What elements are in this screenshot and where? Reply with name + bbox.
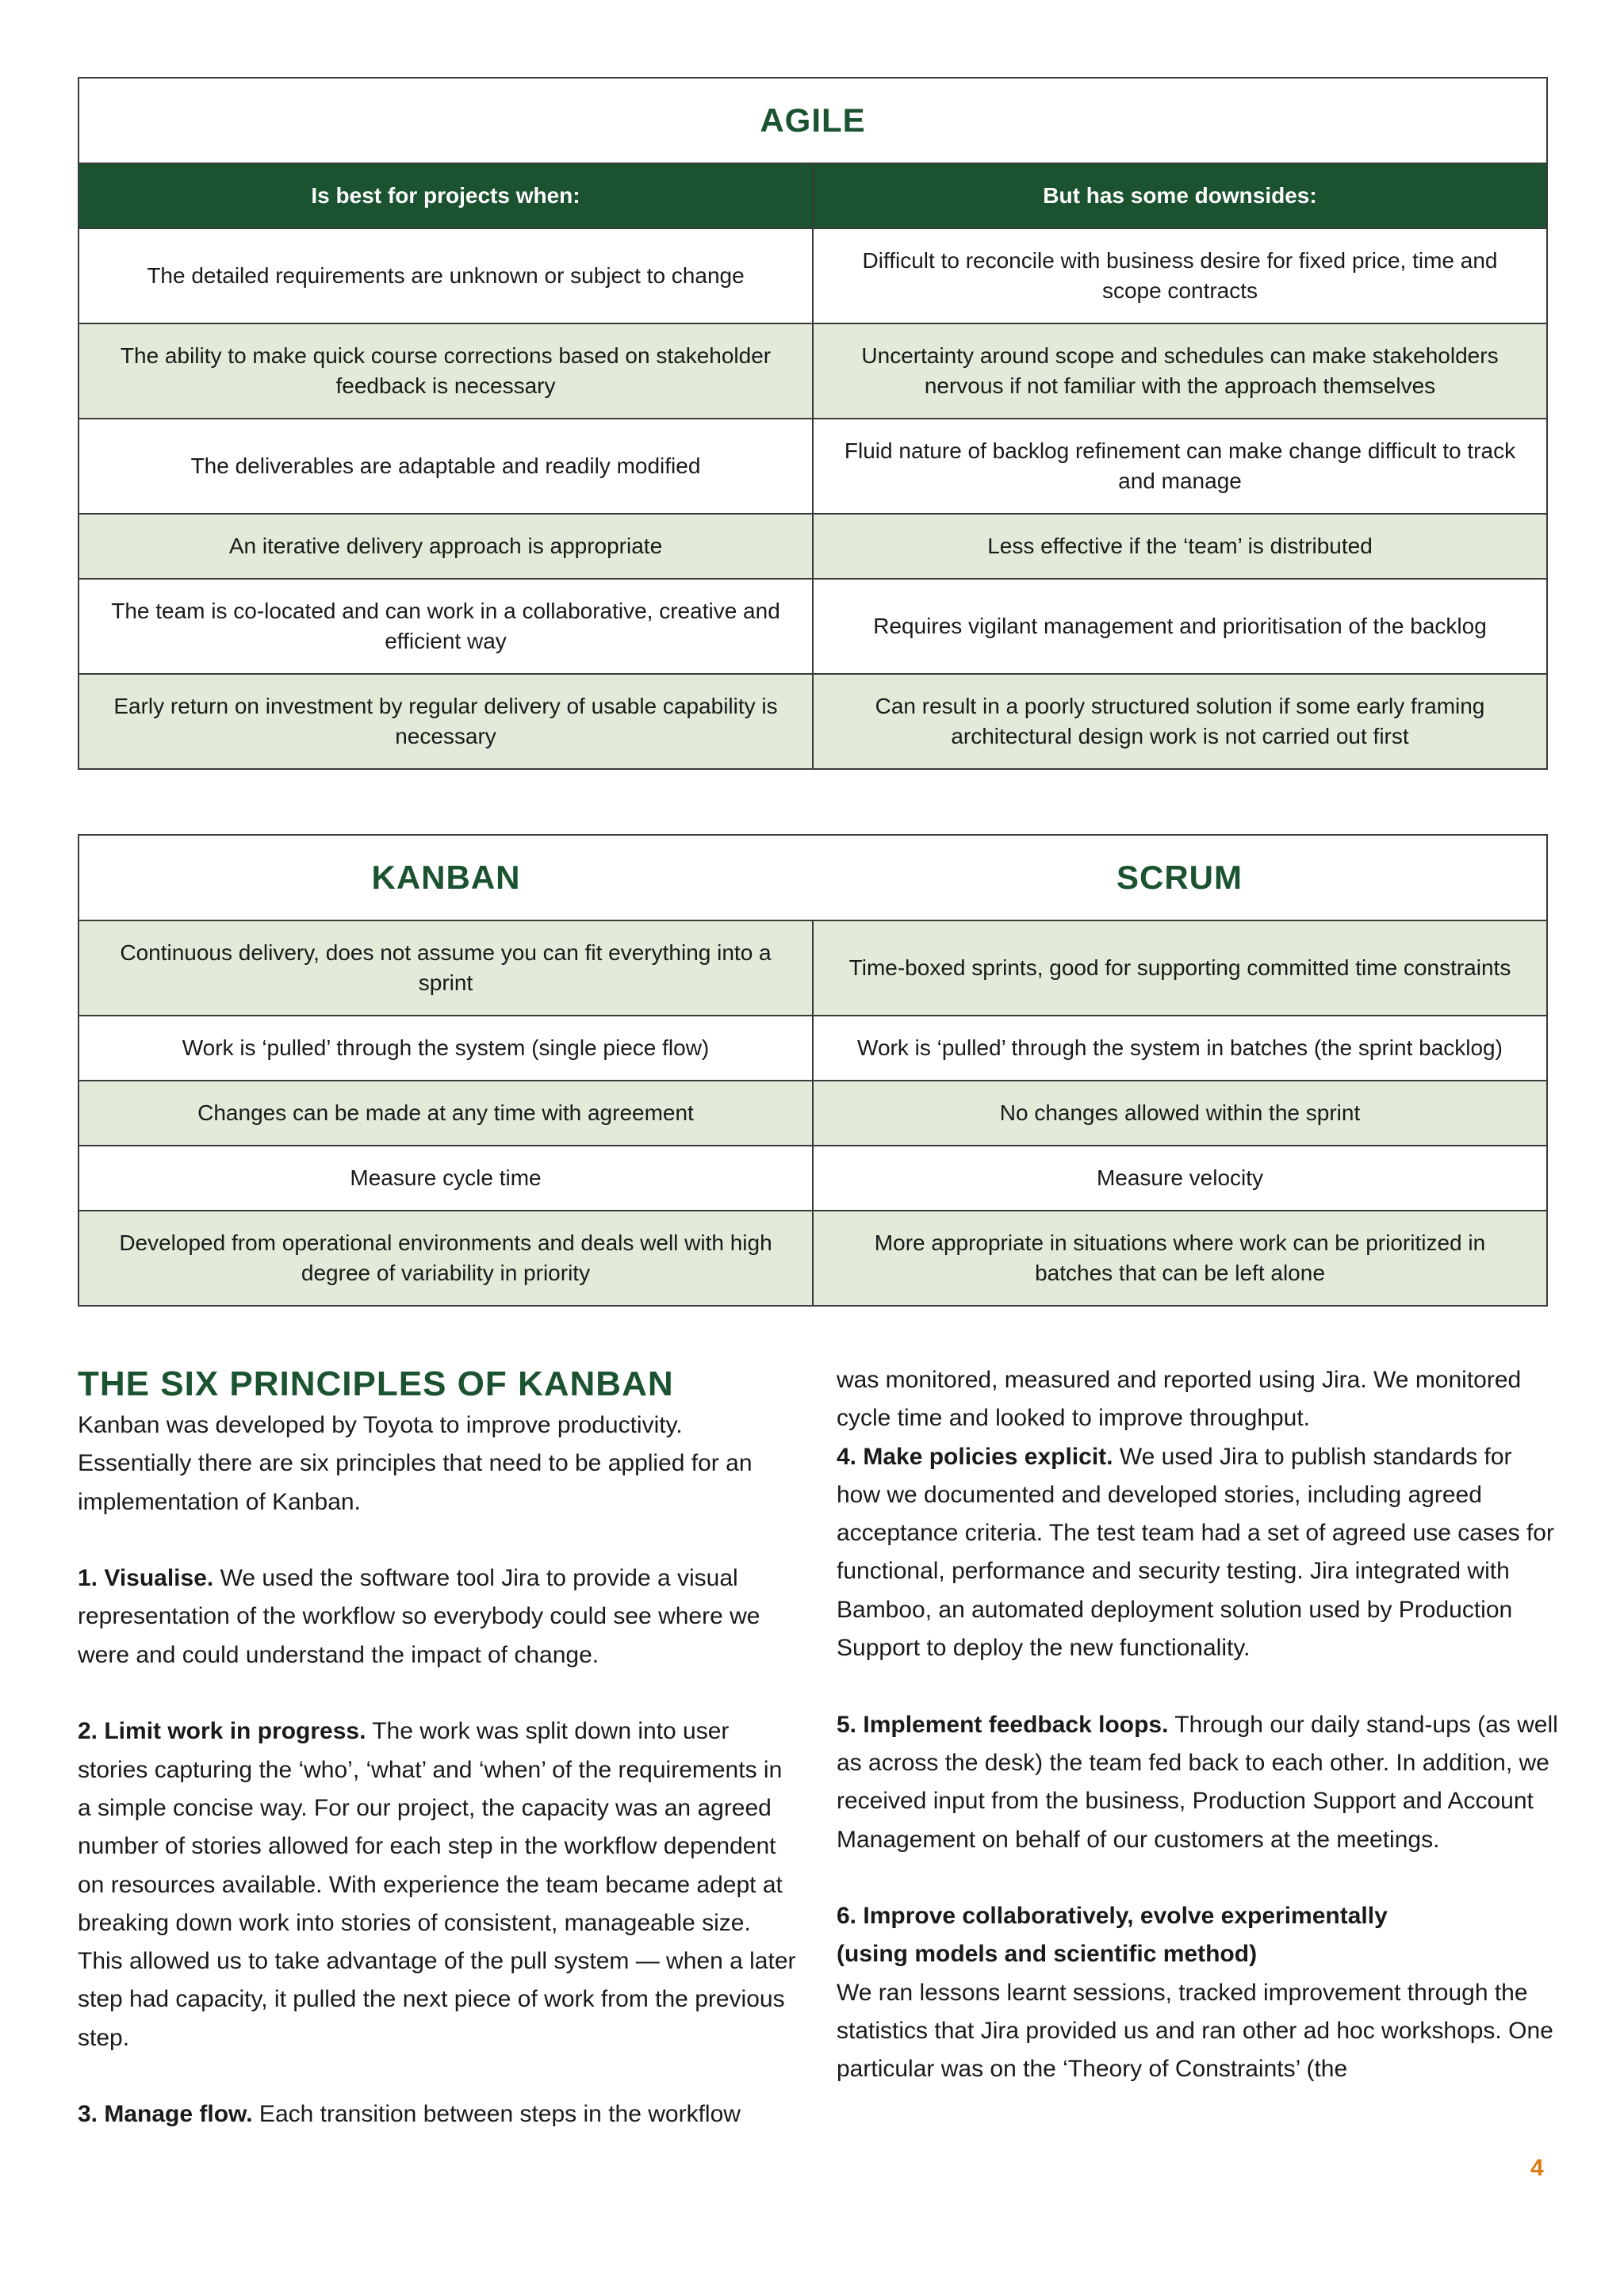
agile-cell: Early return on investment by regular delivery of usable capability is necessary — [79, 674, 813, 769]
agile-cell: An iterative delivery approach is appropriate — [79, 514, 813, 579]
table-row — [79, 514, 1547, 579]
agile-cell: The team is co-located and can work in a collaborative, creative and efficient way — [79, 579, 813, 674]
agile-cell: Fluid nature of backlog refinement can make change difficult to track and manage — [813, 419, 1547, 514]
agile-cell: Uncertainty around scope and schedules can make stakeholders nervous if not familiar with the approach themselves — [813, 323, 1547, 419]
page-number: 4 — [1530, 2155, 1544, 2181]
scrum-cell: Measure velocity — [813, 1146, 1547, 1211]
kanban-cell: Developed from operational environments and deals well with high degree of variability in priority — [79, 1211, 813, 1306]
principle-1 — [78, 1559, 799, 1674]
principle-5-text: Through our daily stand-ups (as well as across the desk) the team fed back to each other. In addition, we received input from the business, Production Support and Account Management on behalf of our customers at the meetings. — [837, 1711, 1558, 1853]
principle-1-lead: 1. Visualise. — [78, 1565, 214, 1592]
intro-paragraph: Kanban was developed by Toyota to improve productivity. Essentially there are six principles that need to be applied for an implementation of Kanban. — [78, 1412, 753, 1515]
agile-title: AGILE — [79, 78, 1547, 163]
scrum-title: SCRUM — [813, 835, 1547, 920]
principle-3-lead: 3. Manage flow. — [78, 2101, 253, 2128]
principle-6-lead-2 — [837, 1935, 1558, 1973]
agile-cell: The ability to make quick course corrections based on stakeholder feedback is necessary — [79, 323, 813, 419]
principle-1-text: We used the software tool Jira to provide a visual representation of the workflow so everybody could see where we were and could understand the impact of change. — [78, 1565, 760, 1668]
principle-2-text: The work was split down into user stories capturing the ‘who’, ‘what’ and ‘when’ of the requirements in a simple concise way. For our project, the capacity was an agreed number of stories allowed for each step in the workflow dependent on resources available. With experience the team became adept at breaking down work into stories of consistent, manageable size. This allowed us to take advantage of the pull system — when a later step had capacity, it pulled the next piece of work from the previous step. — [78, 1718, 796, 2051]
table-row — [79, 419, 1547, 514]
kanban-cell: Work is ‘pulled’ through the system (single piece flow) — [79, 1016, 813, 1081]
section-heading: THE SIX PRINCIPLES OF KANBAN — [78, 1364, 674, 1403]
agile-cell: Difficult to reconcile with business desire for fixed price, time and scope contracts — [813, 228, 1547, 323]
scrum-cell: More appropriate in situations where work can be prioritized in batches that can be left alone — [813, 1211, 1547, 1306]
agile-cell: Can result in a poorly structured solution if some early framing architectural design work is not carried out first — [813, 674, 1547, 769]
scrum-cell: No changes allowed within the sprint — [813, 1081, 1547, 1146]
principle-6-text: We ran lessons learnt sessions, tracked improvement through the statistics that Jira provided us and ran other ad hoc workshops. One particular was on the ‘Theory of Constraints’ (the — [837, 1979, 1553, 2083]
agile-header-downsides: But has some downsides: — [813, 163, 1547, 228]
table-row — [79, 674, 1547, 769]
table-row — [79, 1211, 1547, 1306]
agile-cell: Less effective if the ‘team’ is distributed — [813, 514, 1547, 579]
table-row — [79, 1016, 1547, 1081]
table-row — [79, 228, 1547, 323]
table-row — [79, 920, 1547, 1016]
article-right-column — [837, 1361, 1558, 2089]
table-row — [79, 323, 1547, 419]
article-left-column — [78, 1362, 799, 2134]
agile-header-best: Is best for projects when: — [79, 163, 813, 228]
table-row — [79, 1081, 1547, 1146]
principle-3 — [78, 2095, 799, 2133]
table-row — [79, 1146, 1547, 1211]
scrum-cell: Time-boxed sprints, good for supporting committed time constraints — [813, 920, 1547, 1016]
principle-6-lead-line-2: (using models and scientific method) — [837, 1941, 1258, 1968]
principle-5-lead: 5. Implement feedback loops. — [837, 1711, 1169, 1738]
kanban-title: KANBAN — [79, 835, 813, 920]
principle-6-lead-line-1: 6. Improve collaboratively, evolve experimentally — [837, 1903, 1388, 1930]
scrum-cell: Work is ‘pulled’ through the system in batches (the sprint backlog) — [813, 1016, 1547, 1081]
principle-2-lead: 2. Limit work in progress. — [78, 1718, 366, 1745]
principle-3-text: Each transition between steps in the workflow — [252, 2101, 741, 2128]
principle-4-lead: 4. Make policies explicit. — [837, 1443, 1113, 1470]
principle-6-lead — [837, 1897, 1558, 1935]
principle-4 — [837, 1438, 1558, 1668]
agile-table — [78, 77, 1548, 770]
principle-4-text: We used Jira to publish standards for how we documented and developed stories, including agreed acceptance criteria. The test team had a set of agreed use cases for functional, performance and security testing. Jira integrated with Bamboo, an automated deployment solution used by Production Support to deploy the new functionality. — [837, 1443, 1554, 1662]
agile-cell: The detailed requirements are unknown or subject to change — [79, 228, 813, 323]
kanban-cell: Measure cycle time — [79, 1146, 813, 1211]
agile-cell: The deliverables are adaptable and readily modified — [79, 419, 813, 514]
principle-2 — [78, 1712, 799, 2057]
agile-cell: Requires vigilant management and prioritisation of the backlog — [813, 579, 1547, 674]
principle-5 — [837, 1706, 1558, 1859]
principle-3-continued: was monitored, measured and reported using Jira. We monitored cycle time and looked to improve throughput. — [837, 1367, 1522, 1432]
kanban-scrum-table — [78, 834, 1548, 1307]
kanban-cell: Changes can be made at any time with agreement — [79, 1081, 813, 1146]
kanban-cell: Continuous delivery, does not assume you can fit everything into a sprint — [79, 920, 813, 1016]
table-row — [79, 579, 1547, 674]
